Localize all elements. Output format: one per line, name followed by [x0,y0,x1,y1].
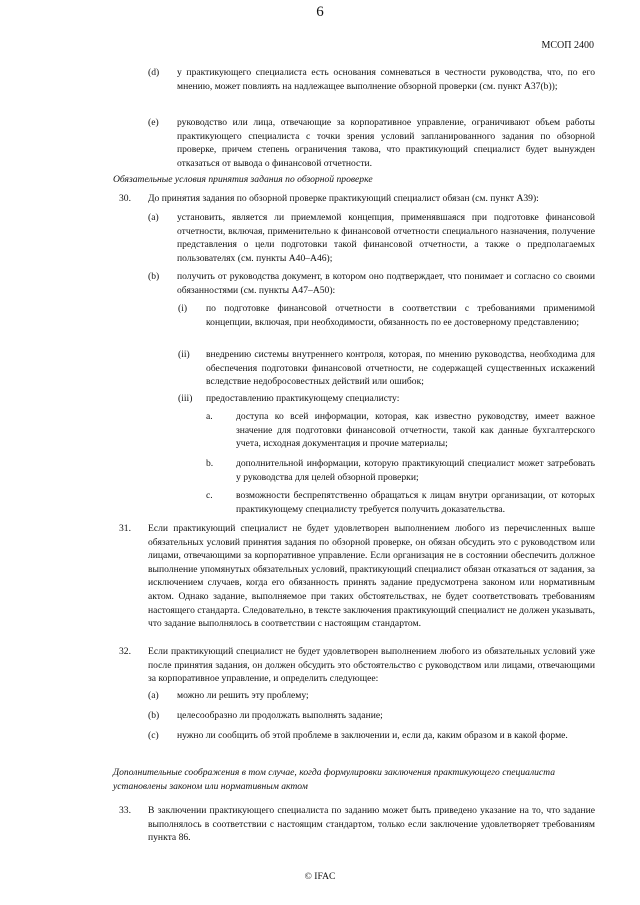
item-text: возможности беспрепятственно обращаться к лицам внутри организации, от которых практикующему специалисту требуется получить доказательства. [236,490,595,515]
item-text: внедрению системы внутреннего контроля, которая, по мнению руководства, необходима для обеспечения подготовки финансовой отчетности, не содержащей существенных искажений вследствие недобросовестных действий или ошибок; [206,349,595,388]
item-label: (i) [178,303,188,314]
paragraph-text: Если практикующий специалист не будет удовлетворен выполнением любого из перечисленных выше обязательных условий принятия задания по обзорной проверке, он обязан обсудить это с руководством или лицами, отвечающими за корпоративное управление. Если организация не в состоянии обеспечить должное выполнение упомянутых обязательных условий, практикующий специалист обязан отказаться от задания, за исключением случаев, когда его обязанность принять задание предусмотрена законом или нормативным актом. Однако задание, выполняемое при таких обстоятельствах, не будет соответствовать требованиям настоящего стандарта. Следовательно, в тексте заключения практикующий специалист не должен указывать, что задание выполнялось в соответствии с настоящим стандартом. [148,523,595,630]
item-label: (a) [148,212,159,223]
item-text: у практикующего специалиста есть основания сомневаться в честности руководства, что, по его мнению, может повлиять на надлежащее выполнение обзорной проверки (см. пункт A37(b)); [177,67,595,92]
paragraph-number: 32. [119,646,131,657]
item-label: (iii) [178,393,193,404]
paragraph-number: 33. [119,805,131,816]
paragraph-text: Если практикующий специалист не будет удовлетворен выполнением любого из обязательных условий уже после принятия задания, он должен обсудить это обстоятельство с руководством или лицами, отвечающими за корпоративное управление, и определить следующее: [148,646,595,685]
item-label: (d) [148,67,160,78]
item-label: (ii) [178,349,190,360]
item-label: (e) [148,117,159,128]
paragraph-text: В заключении практикующего специалиста по заданию может быть приведено указание на то, что задание выполнялось в соответствии с настоящим стандартом, только если заключение удовлетворяет требованиям пункта 86. [148,805,595,844]
item-text: доступа ко всей информации, которая, как известно руководству, имеет важное значение для подготовки финансовой отчетности, такой как данные бухгалтерского учета, исходная документация и прочие материалы; [236,411,595,450]
item-text: нужно ли сообщить об этой проблеме в заключении и, если да, каким образом и в какой форме. [177,730,568,741]
standard-code: МСОП 2400 [541,40,594,51]
item-label: (b) [148,710,160,721]
item-label: (b) [148,271,160,282]
item-label: c. [206,490,213,501]
item-text: получить от руководства документ, в котором оно подтверждает, что понимает и согласно со своими обязанностями (см. пункты A47–A50): [177,271,595,296]
footer-copyright: © IFAC [304,871,336,882]
item-text: целесообразно ли продолжать выполнять задание; [177,710,383,721]
item-text: по подготовке финансовой отчетности в соответствии с требованиями применимой концепции, включая, при необходимости, обязанность по ее достоверному представлению; [206,303,595,328]
item-text: дополнительной информации, которую практикующий специалист может затребовать у руководства для целей обзорной проверки; [236,458,595,483]
item-text: предоставлению практикующему специалисту: [206,393,400,404]
item-label: (a) [148,690,159,701]
section-heading: Обязательные условия принятия задания по обзорной проверке [113,174,373,185]
page-number: 6 [316,4,324,20]
item-text: установить, является ли приемлемой концепция, применявшаяся при подготовке финансовой отчетности, включая, применительно к финансовой отчетности специального назначения, получение представления о цели подготовки такой финансовой отчетности, а также о предполагаемых пользователях (см. пункты A40–A46); [177,212,595,264]
item-label: a. [206,411,213,422]
item-label: b. [206,458,214,469]
paragraph-number: 30. [119,193,131,204]
paragraph-number: 31. [119,523,131,534]
section-heading: Дополнительные соображения в том случае, когда формулировки заключения практикующего специалиста установлены законом или нормативным актом [113,767,556,792]
item-text: можно ли решить эту проблему; [177,690,309,701]
item-text: руководство или лица, отвечающие за корпоративное управление, ограничивают объем работы практикующего специалиста с точки зрения условий запланированного задания по обзорной проверке, причем степень ограничения такова, что практикующий специалист будет вынужден отказаться от вывода о финансовой отчетности. [177,117,595,169]
paragraph-text: До принятия задания по обзорной проверке практикующий специалист обязан (см. пункт A39): [148,193,539,204]
item-label: (c) [148,730,159,741]
